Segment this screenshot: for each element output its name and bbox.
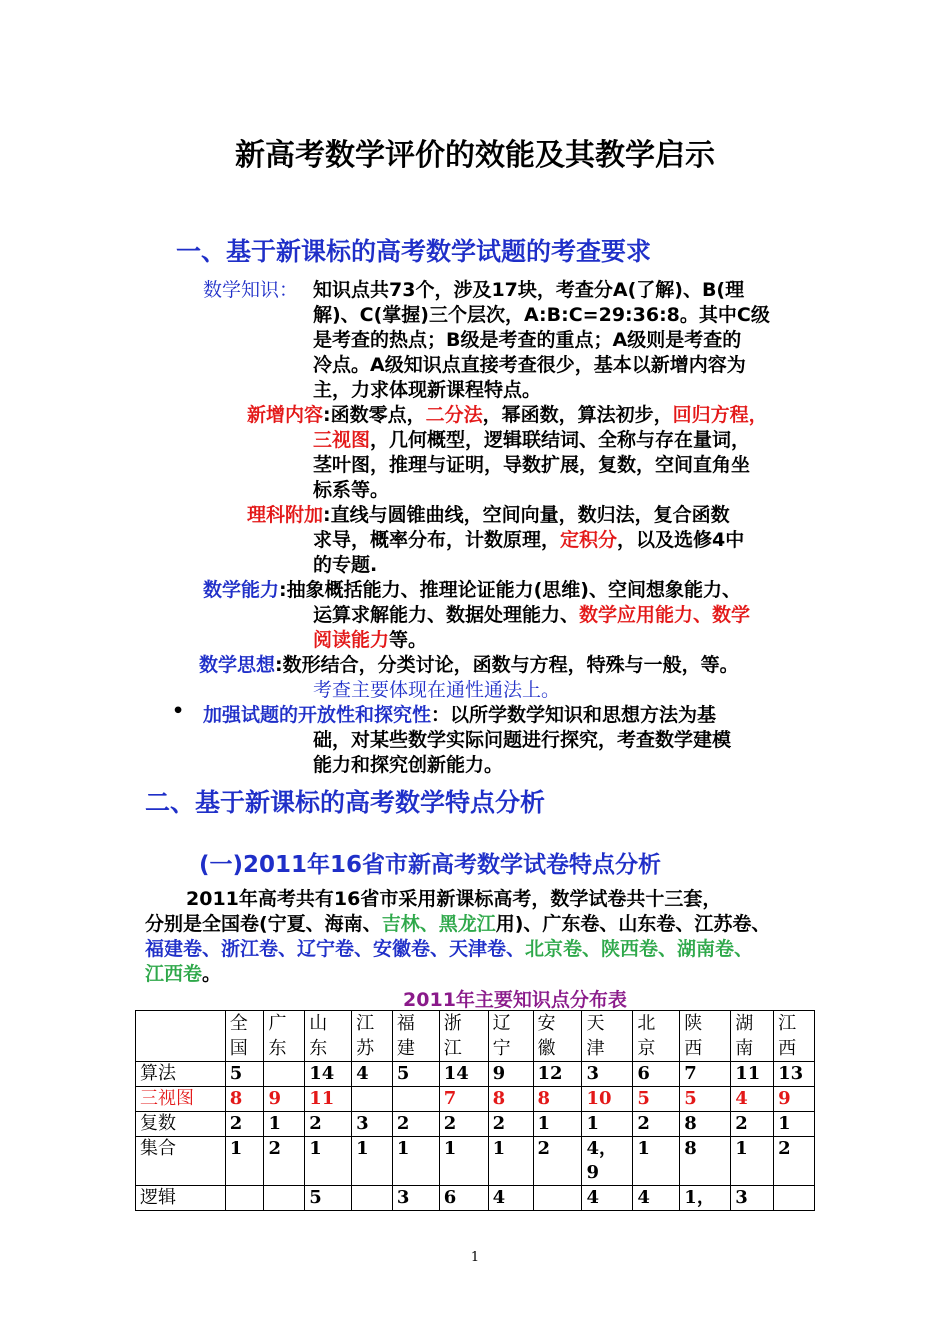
table-cell: 2 [392,1112,439,1137]
table-cell: 2 [439,1112,488,1137]
row-label: 三视图 [136,1087,226,1112]
table-cell: 11 [305,1087,352,1112]
table-cell: 8 [680,1137,731,1186]
table-cell: 14 [439,1062,488,1087]
table-cell [264,1186,305,1211]
table-cell: 12 [533,1062,582,1087]
header-quanguo: 全 国 [225,1011,264,1062]
table-cell: 2 [488,1112,533,1137]
header-anhui: 安 徽 [533,1011,582,1062]
bullet-line-1: 加强试题的开放性和探究性：以所学数学知识和思想方法为基 [203,704,717,726]
header-jiangsu: 江 苏 [352,1011,393,1062]
header-tianjin: 天 津 [582,1011,633,1062]
table-cell [533,1186,582,1211]
science-addon-line-3: 的专题. [313,554,378,576]
table-cell: 2 [731,1112,774,1137]
header-liaoning: 辽 宁 [488,1011,533,1062]
table-cell: 1 [533,1112,582,1137]
new-content-line-3: 茎叶图，推理与证明，导数扩展，复数，空间直角坐 [313,454,751,476]
table-cell: 3 [731,1186,774,1211]
table-cell: 2 [774,1137,815,1186]
math-thought-note: 考查主要体现在通性通法上。 [313,679,561,701]
table-row [136,1112,815,1137]
page-title: 新高考数学评价的效能及其教学启示 [235,138,715,173]
math-ability-line-3: 阅读能力等。 [313,629,428,651]
table-cell: 2 [533,1137,582,1186]
table-cell: 3 [352,1112,393,1137]
table-cell: 4 [633,1186,680,1211]
header-beijing: 北 京 [633,1011,680,1062]
table-cell: 1， [680,1186,731,1211]
row-label: 逻辑 [136,1186,226,1211]
math-ability-line-1: 数学能力:抽象概括能力、推理论证能力(思维)、空间想象能力、 [203,579,741,601]
math-knowledge-line-1: 知识点共73个，涉及17块，考查分A(了解)、B(理 [313,279,745,301]
table-header-row [136,1011,815,1062]
bullet-line-3: 能力和探究创新能力。 [313,754,504,776]
table-cell: 2 [633,1112,680,1137]
para-line-2: 分别是全国卷(宁夏、海南、吉林、黑龙江用)、广东卷、山东卷、江苏卷、 [145,913,771,935]
table-cell: 8 [533,1087,582,1112]
header-guangdong: 广 东 [264,1011,305,1062]
table-cell: 1 [392,1137,439,1186]
table-cell: 9 [774,1087,815,1112]
table-cell: 4 [582,1186,633,1211]
table-cell: 6 [633,1062,680,1087]
table-cell [774,1186,815,1211]
table-cell: 4， 9 [582,1137,633,1186]
table-cell: 6 [439,1186,488,1211]
header-jiangxi: 江 西 [774,1011,815,1062]
table-cell: 3 [392,1186,439,1211]
table-cell: 8 [680,1112,731,1137]
table-cell: 1 [488,1137,533,1186]
math-knowledge-line-2: 解)、C(掌握)三个层次，A:B:C=29:36:8。其中C级 [313,304,770,326]
math-ability-line-2: 运算求解能力、数据处理能力、数学应用能力、数学 [313,604,751,626]
table-cell: 2 [264,1137,305,1186]
table-cell: 1 [582,1112,633,1137]
table-cell: 7 [439,1087,488,1112]
section2-heading: 二、基于新课标的高考数学特点分析 [145,788,546,817]
header-hunan: 湖 南 [731,1011,774,1062]
table-cell: 13 [774,1062,815,1087]
table-cell: 2 [225,1112,264,1137]
table-cell: 11 [731,1062,774,1087]
bullet-marker: • [172,700,185,722]
new-content-line-4: 标系等。 [313,479,390,501]
math-knowledge-line-4: 冷点。A级知识点直接考查很少，基本以新增内容为 [313,354,746,376]
bullet-line-2: 础，对某些数学实际问题进行探究，考查数学建模 [313,729,732,751]
table-cell: 1 [439,1137,488,1186]
table-cell: 2 [305,1112,352,1137]
table-cell: 1 [264,1112,305,1137]
row-label: 集合 [136,1137,226,1186]
new-content-line-2: 三视图，几何概型，逻辑联结词、全称与存在量词， [313,429,751,451]
table-cell: 7 [680,1062,731,1087]
table-cell: 1 [633,1137,680,1186]
header-shandong: 山 东 [305,1011,352,1062]
header-zhejiang: 浙 江 [439,1011,488,1062]
table-cell [352,1186,393,1211]
table-cell: 1 [731,1137,774,1186]
table-cell: 4 [352,1062,393,1087]
para-line-1: 2011年高考共有16省市采用新课标高考，数学试卷共十三套， [186,888,722,910]
table-cell: 5 [392,1062,439,1087]
table-cell: 1 [774,1112,815,1137]
section1-heading: 一、基于新课标的高考数学试题的考查要求 [176,237,652,266]
page-number: 1 [470,1250,480,1265]
table-cell: 4 [731,1087,774,1112]
table-cell [225,1186,264,1211]
row-label: 算法 [136,1062,226,1087]
table-cell: 8 [488,1087,533,1112]
table-cell: 5 [680,1087,731,1112]
para-line-4: 江西卷。 [145,963,222,985]
table-row [136,1186,815,1211]
table-cell: 14 [305,1062,352,1087]
table-cell: 9 [488,1062,533,1087]
table-cell: 5 [633,1087,680,1112]
table-row [136,1062,815,1087]
table-cell: 1 [305,1137,352,1186]
table-cell [264,1062,305,1087]
row-label: 复数 [136,1112,226,1137]
table-row [136,1087,815,1112]
header-empty [136,1011,226,1062]
para-line-3: 福建卷、浙江卷、辽宁卷、安徽卷、天津卷、北京卷、陕西卷、湖南卷、 [145,938,754,960]
table-cell [352,1087,393,1112]
table-cell: 1 [352,1137,393,1186]
table-cell: 8 [225,1087,264,1112]
math-knowledge-line-5: 主，力求体现新课程特点。 [313,379,542,401]
table-caption: 2011年主要知识点分布表 [403,989,627,1011]
table-cell: 5 [305,1186,352,1211]
science-addon-line-2: 求导，概率分布，计数原理，定积分，以及选修4中 [313,529,745,551]
knowledge-distribution-table [135,1010,815,1211]
table-cell: 1 [225,1137,264,1186]
table-cell: 9 [264,1087,305,1112]
header-shaanxi: 陕 西 [680,1011,731,1062]
math-knowledge-line-3: 是考查的热点；B级是考查的重点；A级则是考查的 [313,329,742,351]
science-addon-line-1: 理科附加:直线与圆锥曲线，空间向量，数归法，复合函数 [247,504,730,526]
table-cell: 4 [488,1186,533,1211]
table-cell: 5 [225,1062,264,1087]
section2-subheading: (一)2011年16省市新高考数学试卷特点分析 [199,852,662,878]
table-cell [392,1087,439,1112]
new-content-line-1: 新增内容:函数零点，二分法，幂函数，算法初步，回归方程， [247,404,768,426]
math-thought-line-1: 数学思想:数形结合，分类讨论，函数与方程，特殊与一般，等。 [199,654,739,676]
header-fujian: 福 建 [392,1011,439,1062]
table-cell: 10 [582,1087,633,1112]
table-cell: 3 [582,1062,633,1087]
table-row [136,1137,815,1186]
math-knowledge-label: 数学知识： [203,279,299,301]
